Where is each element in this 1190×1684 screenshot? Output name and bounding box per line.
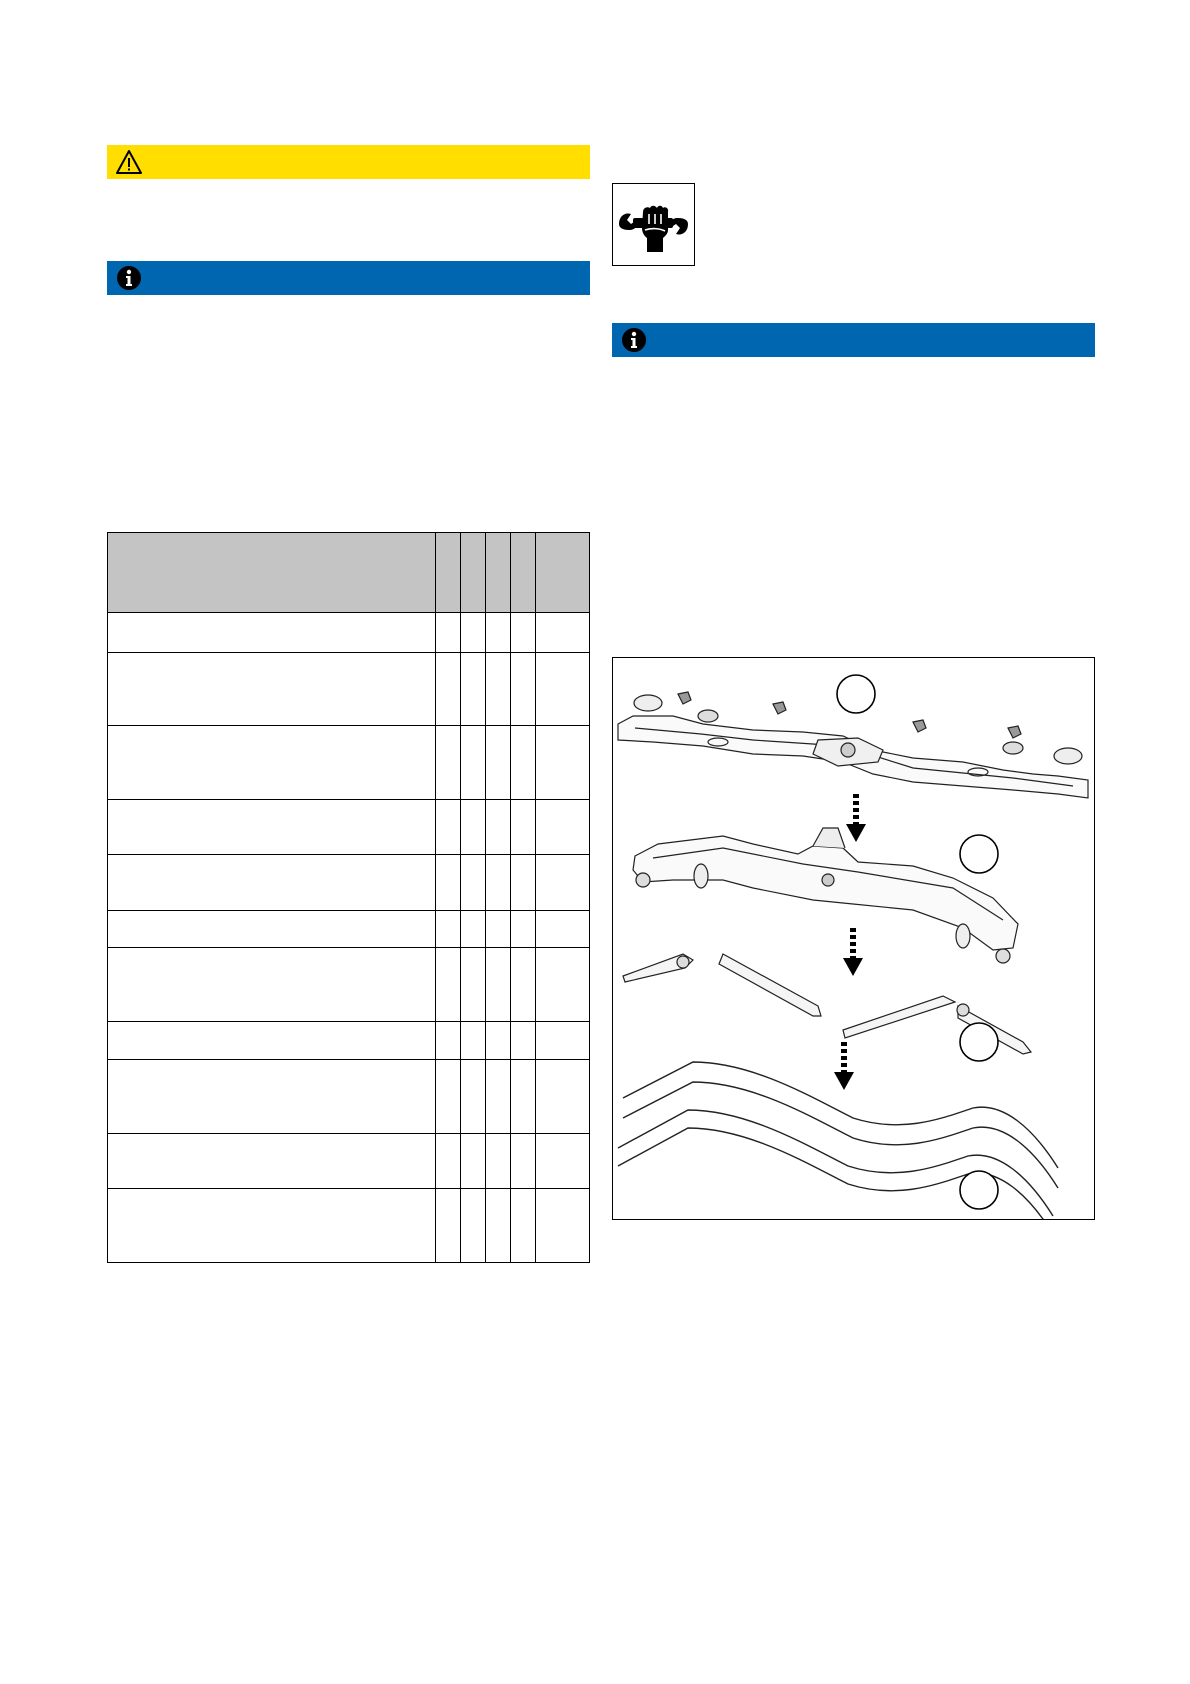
check-cell xyxy=(486,726,511,800)
wrench-fist-icon xyxy=(613,184,694,265)
task-cell xyxy=(108,800,436,855)
check-cell xyxy=(486,855,511,911)
header-cell xyxy=(108,533,436,613)
check-cell xyxy=(436,1022,461,1060)
check-cell xyxy=(436,800,461,855)
info-banner-left xyxy=(107,261,590,295)
header-cell xyxy=(461,533,486,613)
check-cell xyxy=(511,1134,536,1189)
table-row xyxy=(108,948,590,1022)
arrow-down-1 xyxy=(846,794,866,842)
table-row xyxy=(108,653,590,726)
task-cell xyxy=(108,653,436,726)
check-cell xyxy=(436,855,461,911)
check-cell xyxy=(536,653,590,726)
table-row xyxy=(108,1134,590,1189)
check-cell xyxy=(536,1189,590,1263)
check-cell xyxy=(536,800,590,855)
task-cell xyxy=(108,613,436,653)
check-cell xyxy=(511,726,536,800)
check-cell xyxy=(461,855,486,911)
check-cell xyxy=(511,855,536,911)
warning-triangle-icon xyxy=(115,148,143,176)
callout-circle-3 xyxy=(960,1023,998,1061)
task-cell xyxy=(108,1189,436,1263)
warning-banner xyxy=(107,145,590,179)
check-cell xyxy=(461,1134,486,1189)
check-cell xyxy=(486,613,511,653)
check-cell xyxy=(511,653,536,726)
exploded-view-drawing xyxy=(613,658,1094,1219)
check-cell xyxy=(461,911,486,948)
header-cell xyxy=(536,533,590,613)
check-cell xyxy=(436,613,461,653)
check-cell xyxy=(461,1060,486,1134)
check-cell xyxy=(536,1060,590,1134)
check-cell xyxy=(461,800,486,855)
callout-circle-4 xyxy=(960,1171,998,1209)
task-cell xyxy=(108,1134,436,1189)
check-cell xyxy=(436,726,461,800)
check-cell xyxy=(486,1060,511,1134)
task-cell xyxy=(108,855,436,911)
check-cell xyxy=(486,1134,511,1189)
check-cell xyxy=(536,911,590,948)
table-row xyxy=(108,911,590,948)
task-cell xyxy=(108,948,436,1022)
check-cell xyxy=(486,911,511,948)
table-row xyxy=(108,726,590,800)
check-cell xyxy=(536,948,590,1022)
check-cell xyxy=(461,726,486,800)
task-cell xyxy=(108,726,436,800)
check-cell xyxy=(436,911,461,948)
checklist-table xyxy=(107,532,590,1263)
check-cell xyxy=(486,1189,511,1263)
header-cell xyxy=(486,533,511,613)
exploded-view-figure xyxy=(612,657,1095,1220)
check-cell xyxy=(511,613,536,653)
check-cell xyxy=(436,1189,461,1263)
check-cell xyxy=(461,1022,486,1060)
task-cell xyxy=(108,1022,436,1060)
check-cell xyxy=(486,1022,511,1060)
check-cell xyxy=(461,1189,486,1263)
table-row xyxy=(108,1189,590,1263)
table-row xyxy=(108,1060,590,1134)
table-row xyxy=(108,800,590,855)
callout-circle-2 xyxy=(960,835,998,873)
check-cell xyxy=(486,948,511,1022)
info-icon xyxy=(115,264,143,292)
check-cell xyxy=(536,613,590,653)
check-cell xyxy=(511,1189,536,1263)
check-cell xyxy=(536,855,590,911)
check-cell xyxy=(511,911,536,948)
check-cell xyxy=(461,653,486,726)
header-cell xyxy=(511,533,536,613)
check-cell xyxy=(511,800,536,855)
check-cell xyxy=(486,653,511,726)
check-cell xyxy=(536,1022,590,1060)
tool-icon-box xyxy=(612,183,695,266)
check-cell xyxy=(436,1134,461,1189)
task-cell xyxy=(108,1060,436,1134)
check-cell xyxy=(536,1134,590,1189)
check-cell xyxy=(511,1060,536,1134)
info-icon xyxy=(620,326,648,354)
task-cell xyxy=(108,911,436,948)
check-cell xyxy=(461,948,486,1022)
header-cell xyxy=(436,533,461,613)
table-header-row xyxy=(108,533,590,613)
info-banner-right xyxy=(612,323,1095,357)
arrow-down-2 xyxy=(843,928,863,976)
callout-circle-1 xyxy=(837,675,875,713)
check-cell xyxy=(461,613,486,653)
table-row xyxy=(108,613,590,653)
table-row xyxy=(108,855,590,911)
arrow-down-3 xyxy=(834,1042,854,1090)
check-cell xyxy=(511,948,536,1022)
table-row xyxy=(108,1022,590,1060)
check-cell xyxy=(486,800,511,855)
check-cell xyxy=(436,948,461,1022)
check-cell xyxy=(511,1022,536,1060)
check-cell xyxy=(436,653,461,726)
check-cell xyxy=(436,1060,461,1134)
check-cell xyxy=(536,726,590,800)
